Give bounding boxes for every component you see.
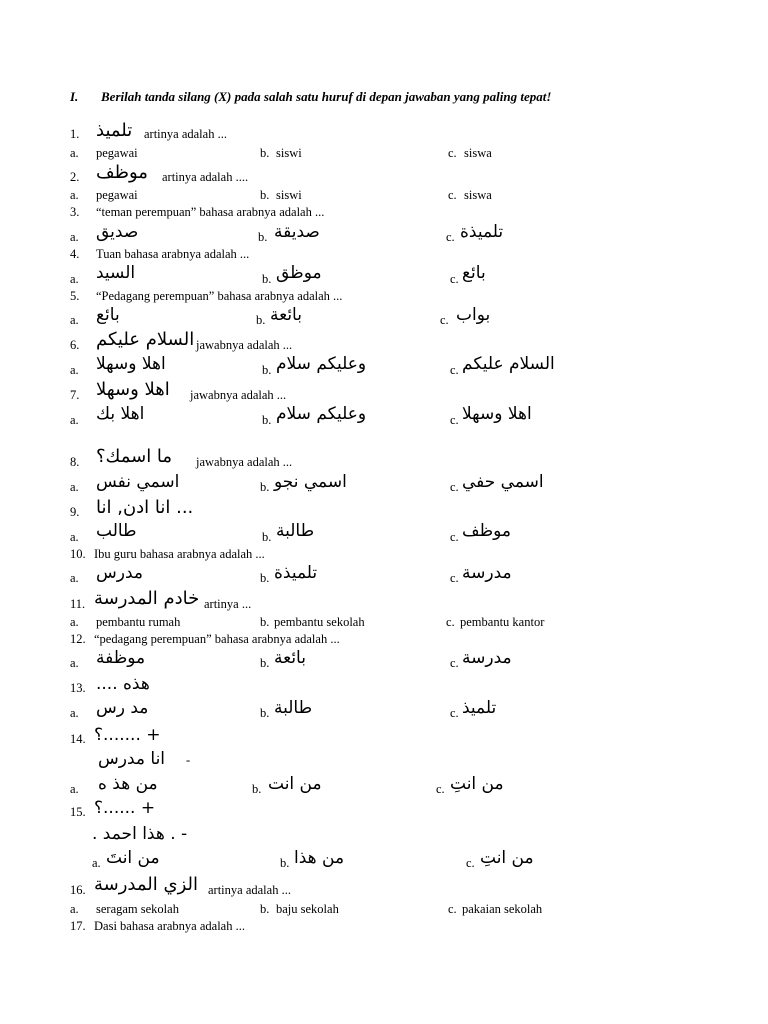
question-text: artinya adalah ... — [208, 883, 291, 897]
option-b-letter[interactable]: b. — [260, 706, 270, 720]
option-a-letter[interactable]: a. — [70, 656, 79, 670]
option-a-letter[interactable]: a. — [70, 413, 79, 427]
option-c[interactable]: pembantu kantor — [460, 615, 545, 629]
option-a-letter[interactable]: a. — [70, 706, 79, 720]
question-text: Dasi bahasa arabnya adalah ... — [94, 919, 245, 933]
option-c[interactable]: اسمي حفي — [462, 472, 544, 492]
option-a-letter[interactable]: a. — [70, 530, 79, 544]
option-c-letter[interactable]: c. — [450, 272, 459, 286]
option-a-letter[interactable]: a. — [70, 615, 79, 629]
question-text: “teman perempuan” bahasa arabnya adalah ... — [96, 205, 325, 219]
option-a[interactable]: السيد — [96, 263, 136, 283]
option-c-letter[interactable]: c. — [448, 146, 457, 160]
option-b[interactable]: موظق — [276, 263, 322, 283]
question-number: 12. — [70, 632, 86, 646]
question-text: artinya adalah .... — [162, 170, 249, 184]
option-b-letter[interactable]: b. — [260, 902, 270, 916]
option-a-letter[interactable]: a. — [70, 272, 79, 286]
question-number: 3. — [70, 205, 80, 219]
question-text: Tuan bahasa arabnya adalah ... — [96, 247, 250, 261]
question-text: “pedagang perempuan” bahasa arabnya adalah ... — [94, 632, 340, 646]
option-a[interactable]: اهلا وسهلا — [96, 354, 166, 374]
option-b-letter[interactable]: b. — [280, 856, 290, 870]
option-a[interactable]: pegawai — [96, 146, 138, 160]
question-arabic: ... انا ادن, انا — [96, 497, 194, 518]
option-c[interactable]: من انتِ — [450, 774, 504, 794]
option-c-letter[interactable]: c. — [450, 363, 459, 377]
option-b[interactable]: صديقة — [274, 222, 320, 242]
option-c[interactable]: تلميذ — [462, 698, 497, 718]
option-b-letter[interactable]: b. — [256, 313, 266, 327]
option-a[interactable]: صديق — [96, 222, 139, 242]
option-b-letter[interactable]: b. — [260, 656, 270, 670]
question-number: 14. — [70, 732, 86, 746]
question-number: 4. — [70, 247, 80, 261]
question-text: jawabnya adalah ... — [196, 338, 293, 352]
option-a[interactable]: طالب — [96, 521, 137, 541]
option-c-letter[interactable]: c. — [448, 902, 457, 916]
option-c-letter[interactable]: c. — [450, 480, 459, 494]
option-a-letter[interactable]: a. — [70, 902, 79, 916]
option-a-letter[interactable]: a. — [70, 146, 79, 160]
option-a-letter[interactable]: a. — [70, 571, 79, 585]
option-b[interactable]: تلميذة — [274, 563, 318, 583]
option-b-letter[interactable]: b. — [262, 530, 272, 544]
option-b-letter[interactable]: b. — [252, 782, 262, 796]
dialog-line-2: انا مدرس — [98, 749, 166, 769]
option-b[interactable]: وعليكم سلام — [276, 404, 367, 424]
question-text: artinya ... — [204, 597, 252, 611]
dialog-dash: - — [186, 753, 191, 767]
option-c[interactable]: بواب — [456, 305, 491, 325]
option-c-letter[interactable]: c. — [450, 571, 459, 585]
option-b-letter[interactable]: b. — [260, 480, 270, 494]
question-text: artinya adalah ... — [144, 127, 227, 141]
option-c[interactable]: السلام عليكم — [462, 354, 555, 374]
option-b-letter[interactable]: b. — [262, 272, 272, 286]
dialog-line-1: + ......؟ — [94, 798, 156, 818]
option-b[interactable]: siswi — [276, 188, 302, 202]
option-c-letter[interactable]: c. — [448, 188, 457, 202]
option-b[interactable]: بائعة — [270, 305, 302, 325]
option-b[interactable]: pembantu sekolah — [274, 615, 365, 629]
option-a[interactable]: مدرس — [96, 563, 143, 583]
option-c-letter[interactable]: c. — [446, 230, 455, 244]
option-c-letter[interactable]: c. — [450, 413, 459, 427]
option-a[interactable]: اهلا بك — [96, 404, 145, 424]
question-arabic: السلام عليكم — [96, 329, 195, 350]
option-b[interactable]: طالبة — [276, 521, 315, 541]
option-c-letter[interactable]: c. — [450, 656, 459, 670]
option-a[interactable]: pembantu rumah — [96, 615, 181, 629]
question-text: “Pedagang perempuan” bahasa arabnya adalah ... — [96, 289, 343, 303]
option-a-letter[interactable]: a. — [70, 313, 79, 327]
option-b[interactable]: baju sekolah — [276, 902, 339, 916]
question-arabic: هذه .... — [96, 674, 150, 694]
option-c[interactable]: siswa — [464, 146, 492, 160]
dialog-line-1: + .......؟ — [94, 725, 161, 745]
option-b-letter[interactable]: b. — [262, 413, 272, 427]
question-text: jawabnya adalah ... — [190, 388, 287, 402]
option-c[interactable]: siswa — [464, 188, 492, 202]
instruction-number: I. — [70, 89, 79, 104]
question-number: 11. — [70, 597, 86, 611]
option-b-letter[interactable]: b. — [258, 230, 268, 244]
instruction-text: Berilah tanda silang (X) pada salah satu huruf di depan jawaban yang paling tepat! — [101, 89, 552, 104]
option-c-letter[interactable]: c. — [446, 615, 455, 629]
question-number: 1. — [70, 127, 80, 141]
option-b[interactable]: siswi — [276, 146, 302, 160]
option-b-letter[interactable]: b. — [260, 188, 270, 202]
question-arabic: خادم المدرسة — [94, 588, 200, 609]
option-c[interactable]: اهلا وسهلا — [462, 404, 532, 424]
option-c[interactable]: pakaian sekolah — [462, 902, 543, 916]
option-c-letter[interactable]: c. — [466, 856, 475, 870]
option-b[interactable]: من هذا — [294, 848, 345, 868]
question-number: 17. — [70, 919, 86, 933]
option-b-letter[interactable]: b. — [260, 615, 270, 629]
option-b[interactable]: طالبة — [274, 698, 313, 718]
option-c-letter[interactable]: c. — [440, 313, 449, 327]
option-a-letter[interactable]: a. — [70, 480, 79, 494]
option-c[interactable]: مدرسة — [462, 563, 512, 583]
option-a-letter[interactable]: a. — [70, 363, 79, 377]
question-number: 9. — [70, 505, 80, 519]
question-number: 5. — [70, 289, 80, 303]
dialog-line-2: - . هذا احمد . — [92, 824, 188, 844]
option-b-letter[interactable]: b. — [262, 363, 272, 377]
question-arabic: تلميذ — [96, 120, 133, 141]
option-a[interactable]: pegawai — [96, 188, 138, 202]
option-a-letter[interactable]: a. — [70, 188, 79, 202]
question-arabic: اهلا وسهلا — [96, 379, 170, 400]
option-c[interactable]: مدرسة — [462, 648, 512, 668]
question-number: 2. — [70, 170, 80, 184]
option-c[interactable]: موظف — [462, 521, 512, 541]
question-number: 10. — [70, 547, 86, 561]
question-number: 16. — [70, 883, 86, 897]
question-number: 6. — [70, 338, 80, 352]
option-c[interactable]: تلميذة — [460, 222, 504, 242]
option-b[interactable]: من انت — [268, 774, 322, 794]
option-a-letter[interactable]: a. — [70, 230, 79, 244]
option-c-letter[interactable]: c. — [436, 782, 445, 796]
option-c-letter[interactable]: c. — [450, 530, 459, 544]
question-number: 8. — [70, 455, 80, 469]
option-c[interactable]: من انتِ — [480, 848, 534, 868]
option-a[interactable]: من انتَ — [106, 848, 160, 868]
option-a-letter[interactable]: a. — [92, 856, 101, 870]
question-number: 13. — [70, 681, 86, 695]
option-a[interactable]: من هذ ه — [98, 774, 158, 794]
option-c[interactable]: بائع — [462, 263, 486, 283]
question-number: 15. — [70, 805, 86, 819]
option-a[interactable]: بائع — [96, 305, 120, 325]
question-arabic: الزي المدرسة — [94, 874, 198, 895]
option-a[interactable]: seragam sekolah — [96, 902, 179, 916]
option-b[interactable]: وعليكم سلام — [276, 354, 367, 374]
option-c-letter[interactable]: c. — [450, 706, 459, 720]
option-b[interactable]: بائعة — [274, 648, 306, 668]
option-a[interactable]: اسمي نفس — [96, 472, 180, 492]
option-b-letter[interactable]: b. — [260, 571, 270, 585]
question-arabic: موظف — [96, 162, 148, 183]
option-a-letter[interactable]: a. — [70, 782, 79, 796]
question-arabic: ما اسمك؟ — [96, 446, 173, 467]
option-b-letter[interactable]: b. — [260, 146, 270, 160]
option-a[interactable]: مد رس — [96, 698, 149, 718]
option-a[interactable]: موظفة — [96, 648, 146, 668]
option-b[interactable]: اسمي نجو — [274, 472, 347, 492]
question-text: Ibu guru bahasa arabnya adalah ... — [94, 547, 265, 561]
question-number: 7. — [70, 388, 80, 402]
question-text: jawabnya adalah ... — [196, 455, 293, 469]
